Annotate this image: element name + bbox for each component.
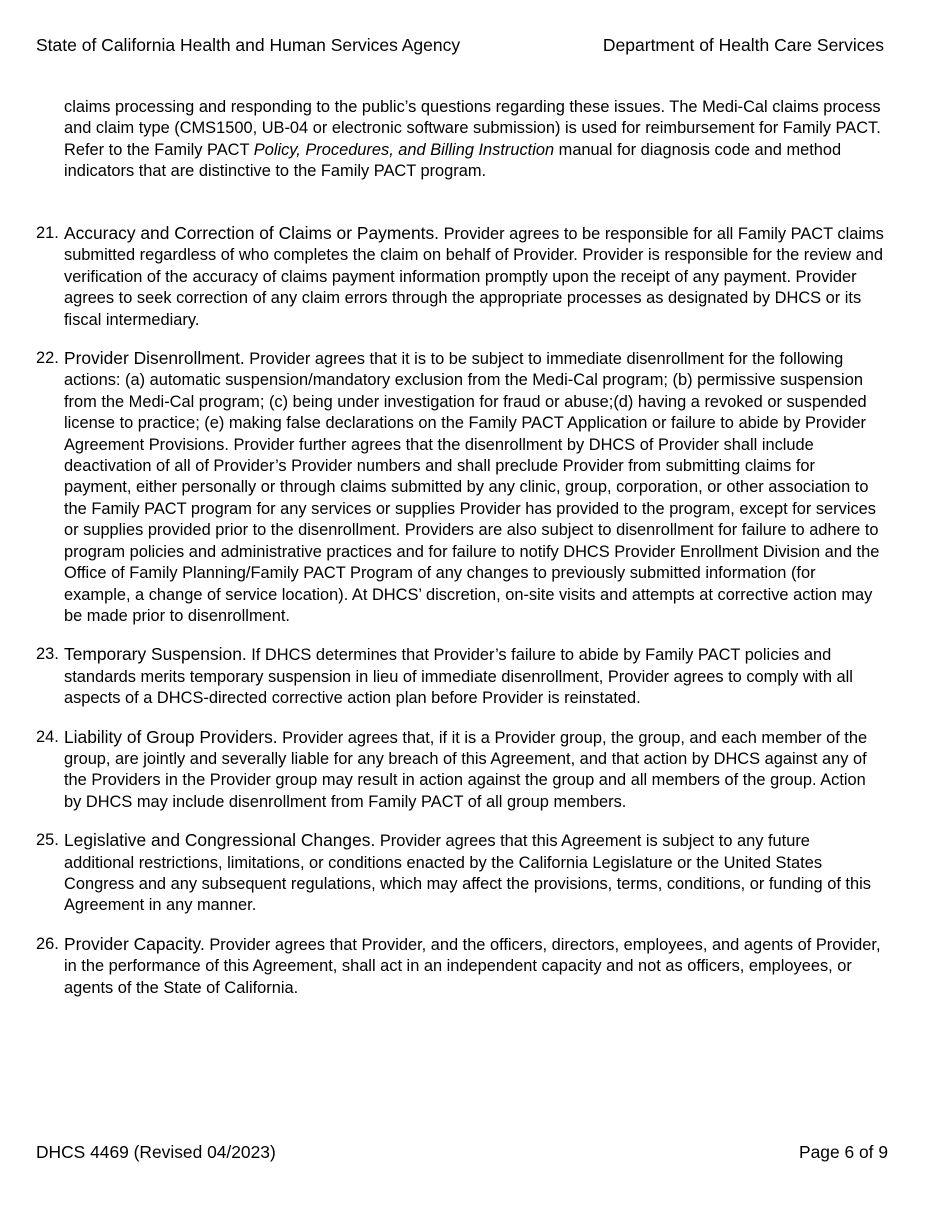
provision-heading: Legislative and Congressional Changes.	[64, 830, 376, 851]
provision-item	[36, 644, 884, 709]
provision-number: 25.	[36, 831, 59, 850]
provision-list	[36, 223, 884, 1016]
provision-heading: Liability of Group Providers.	[64, 726, 278, 747]
provision-body: If DHCS determines that Provider’s failure to abide by Family PACT policies and standards merits temporary suspension in lieu of immediate disenrollment, Provider agrees to comply with all aspects of a DHCS-directed corrective action plan before Provider is reinstated.	[64, 646, 853, 708]
provision-body: Provider agrees that this Agreement is subject to any future additional restrictions, limitations, or conditions enacted by the California Legislature or the United States Congress and any subsequent regulations, which may affect the provisions, terms, conditions, or funding of this Agreement in any manner.	[64, 832, 871, 915]
header-department: Department of Health Care Services	[602, 35, 884, 55]
provision-item	[36, 348, 884, 627]
provision-body: Provider agrees that, if it is a Provider group, the group, and each member of the group, are jointly and severally liable for any breach of this Agreement, and that action by DHCS against any of the Providers in the Provider group may result in action against the group and all members of the group. Action by DHCS may include disenrollment from Family PACT of all group members.	[64, 728, 868, 811]
provision-body: Provider agrees that it is to be subject to immediate disenrollment for the following actions: (a) automatic suspension/mandatory exclusion from the Medi-Cal program; (b) permissive suspension from the Medi-Cal program; (c) being under investigation for fraud or abuse;(d) having a revoked or suspended license to practice; (e) making false declarations on the Family PACT Application or failure to abide by Provider Agreement Provisions. Provider further agrees that the disenrollment by DHCS of Provider shall include deactivation of all of Provider’s Provider numbers and shall preclude Provider from submitting claims for payment, either personally or through claims submitted by any clinic, group, corporation, or other association to the Family PACT program for any services or supplies Provider has provided to the program, except for services or supplies provided prior to the disenrollment. Providers are also subject to disenrollment for failure to adhere to program policies and administrative practices and for failure to notify DHCS Provider Enrollment Division and the Office of Family Planning/Family PACT Program of any changes to previously submitted information (for example, a change of service location). At DHCS’ discretion, on-site visits and attempts at corrective action may be made prior to disenrollment.	[64, 350, 880, 625]
provision-heading: Provider Disenrollment.	[64, 348, 245, 369]
provision-heading: Provider Capacity.	[64, 933, 205, 954]
provision-number: 22.	[36, 349, 59, 368]
provision-heading: Temporary Suspension.	[64, 644, 247, 665]
provision-body: Provider agrees that Provider, and the officers, directors, employees, and agents of Provider, in the performance of this Agreement, shall act in an independent capacity and not as officers, employees, or agents of the State of California.	[64, 935, 881, 997]
header-agency: State of California Health and Human Services Agency	[36, 35, 461, 55]
intro-paragraph	[64, 97, 884, 183]
provision-item	[36, 727, 884, 814]
provision-number: 21.	[36, 224, 59, 242]
footer-page-number: Page 6 of 9	[799, 1142, 888, 1162]
intro-text-2: manual for diagnosis code and method indicators that are distinctive to the Family PACT program.	[64, 140, 842, 181]
provision-item	[36, 830, 884, 917]
provision-body: Provider agrees to be responsible for all Family PACT claims submitted regardless of who completes the claim on behalf of Provider. Provider is responsible for the review and verification of the accuracy of claims payment information promptly upon the receipt of any payment. Provider agrees to seek correction of any claim errors through the appropriate processes as designated by DHCS or its fiscal intermediary.	[64, 225, 884, 329]
intro-manual-title: Policy, Procedures, and Billing Instruction	[253, 140, 555, 159]
provision-number: 24.	[36, 727, 59, 746]
provision-item	[36, 223, 884, 331]
provision-number: 23.	[36, 645, 59, 664]
provision-heading: Accuracy and Correction of Claims or Payments.	[64, 223, 440, 243]
intro-text-1: claims processing and responding to the public’s questions regarding these issues. The Medi-Cal claims process and claim type (CMS1500, UB-04 or electronic software submission) is used for reimbursement for Family PACT. Refer to the Family PACT	[64, 98, 881, 159]
provision-number: 26.	[36, 934, 59, 953]
footer-form-number: DHCS 4469 (Revised 04/2023)	[36, 1142, 276, 1162]
provision-item	[36, 934, 884, 999]
